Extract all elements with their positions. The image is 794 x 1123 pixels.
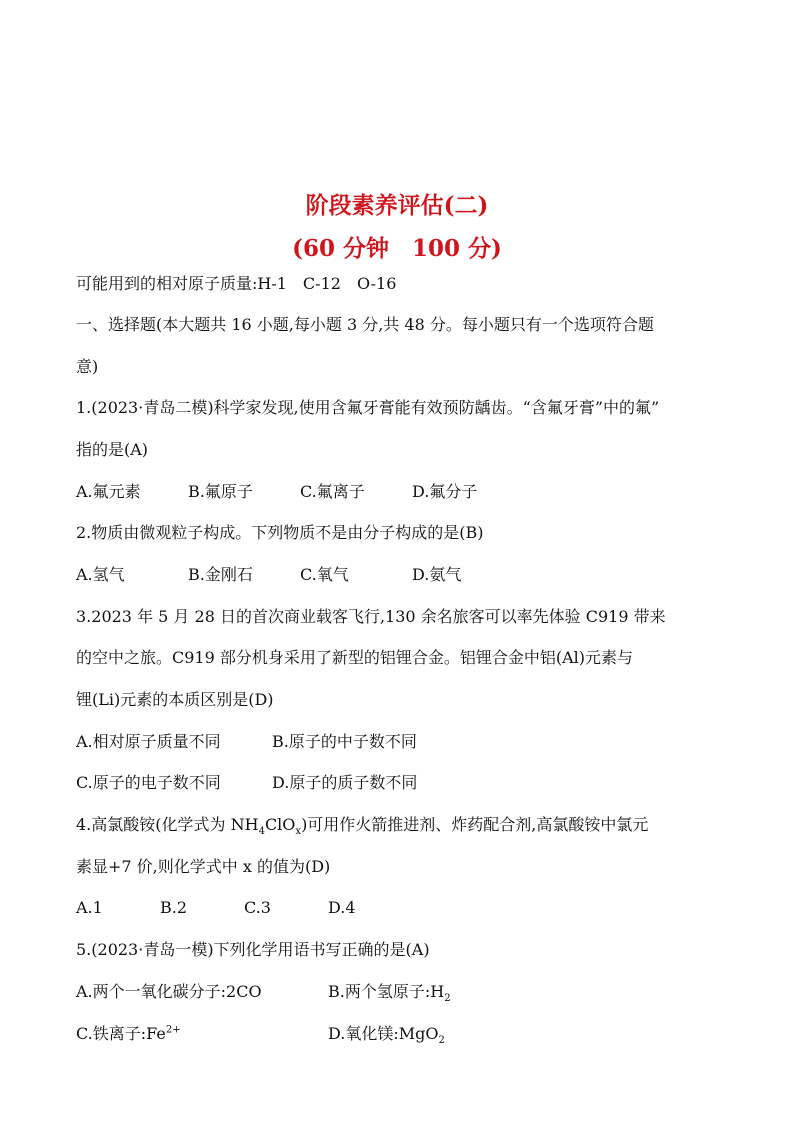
q5-option-d-text: D.氧化镁:MgO xyxy=(328,1024,439,1043)
q2-option-c: C.氧气 xyxy=(300,565,349,584)
q1-stem-line1: 1.(2023·青岛二模)科学家发现,使用含氟牙膏能有效预防龋齿。“含氟牙膏”中的氟” xyxy=(76,398,660,417)
q4-stem-line2: 素显+7 价,则化学式中 x 的值为(D) xyxy=(76,857,331,876)
q5-option-d-subscript: 2 xyxy=(438,1035,445,1047)
q4-subscript-4: 4 xyxy=(258,826,265,838)
q5-option-a: A.两个一氧化碳分子:2CO xyxy=(76,982,262,1001)
q4-text-pre: 4.高氯酸铵(化学式为 NH xyxy=(76,815,259,834)
q4-stem-line1 xyxy=(76,814,648,836)
q3-option-b: B.原子的中子数不同 xyxy=(272,732,417,751)
q4-option-d: D.4 xyxy=(328,898,356,917)
q3-option-a: A.相对原子质量不同 xyxy=(76,732,221,751)
q2-option-d: D.氨气 xyxy=(412,565,462,584)
q2-option-a: A.氢气 xyxy=(76,565,125,584)
q1-option-c: C.氟离子 xyxy=(300,482,365,501)
q1-option-d: D.氟分子 xyxy=(412,482,478,501)
q5-option-c-text: C.铁离子:Fe xyxy=(76,1024,166,1043)
q3-stem-line3: 锂(Li)元素的本质区别是(D) xyxy=(76,690,274,709)
q4-subscript-x: x xyxy=(295,826,302,838)
q1-stem-line2: 指的是(A) xyxy=(76,440,149,459)
q5-stem-line1: 5.(2023·青岛一模)下列化学用语书写正确的是(A) xyxy=(76,940,430,959)
section-heading-line2: 意) xyxy=(76,357,99,376)
q3-stem-line2: 的空中之旅。C919 部分机身采用了新型的铝锂合金。铝锂合金中铝(Al)元素与 xyxy=(76,648,634,667)
q1-option-b: B.氟原子 xyxy=(188,482,253,501)
q5-option-b-text: B.两个氢原子:H xyxy=(328,982,445,1001)
section-heading-line1: 一、选择题(本大题共 16 小题,每小题 3 分,共 48 分。每小题只有一个选项符合题 xyxy=(76,315,654,334)
q4-text-post: )可用作火箭推进剂、炸药配合剂,高氯酸铵中氯元 xyxy=(301,815,649,834)
q5-option-c-superscript: 2+ xyxy=(165,1024,181,1036)
page-title: 阶段素养评估(二) xyxy=(305,192,489,219)
q2-option-b: B.金刚石 xyxy=(188,565,253,584)
q5-option-d xyxy=(328,1023,445,1045)
q2-stem-line1: 2.物质由微观粒子构成。下列物质不是由分子构成的是(B) xyxy=(76,523,484,542)
q5-option-c xyxy=(76,1023,181,1045)
q3-option-c: C.原子的电子数不同 xyxy=(76,773,221,792)
q4-option-a: A.1 xyxy=(76,898,103,917)
page-subtitle: (60 分钟 100 分) xyxy=(292,235,502,262)
q1-option-a: A.氟元素 xyxy=(76,482,141,501)
q5-option-b-subscript: 2 xyxy=(444,993,451,1005)
q3-option-d: D.原子的质子数不同 xyxy=(272,773,418,792)
q4-option-c: C.3 xyxy=(244,898,271,917)
q4-text-mid: ClO xyxy=(264,815,296,834)
q5-option-b xyxy=(328,981,451,1003)
atomic-masses-line: 可能用到的相对原子质量:H-1 C-12 O-16 xyxy=(76,274,397,293)
q3-stem-line1: 3.2023 年 5 月 28 日的首次商业载客飞行,130 余名旅客可以率先体验 C919 带来 xyxy=(76,607,666,626)
q4-option-b: B.2 xyxy=(160,898,188,917)
